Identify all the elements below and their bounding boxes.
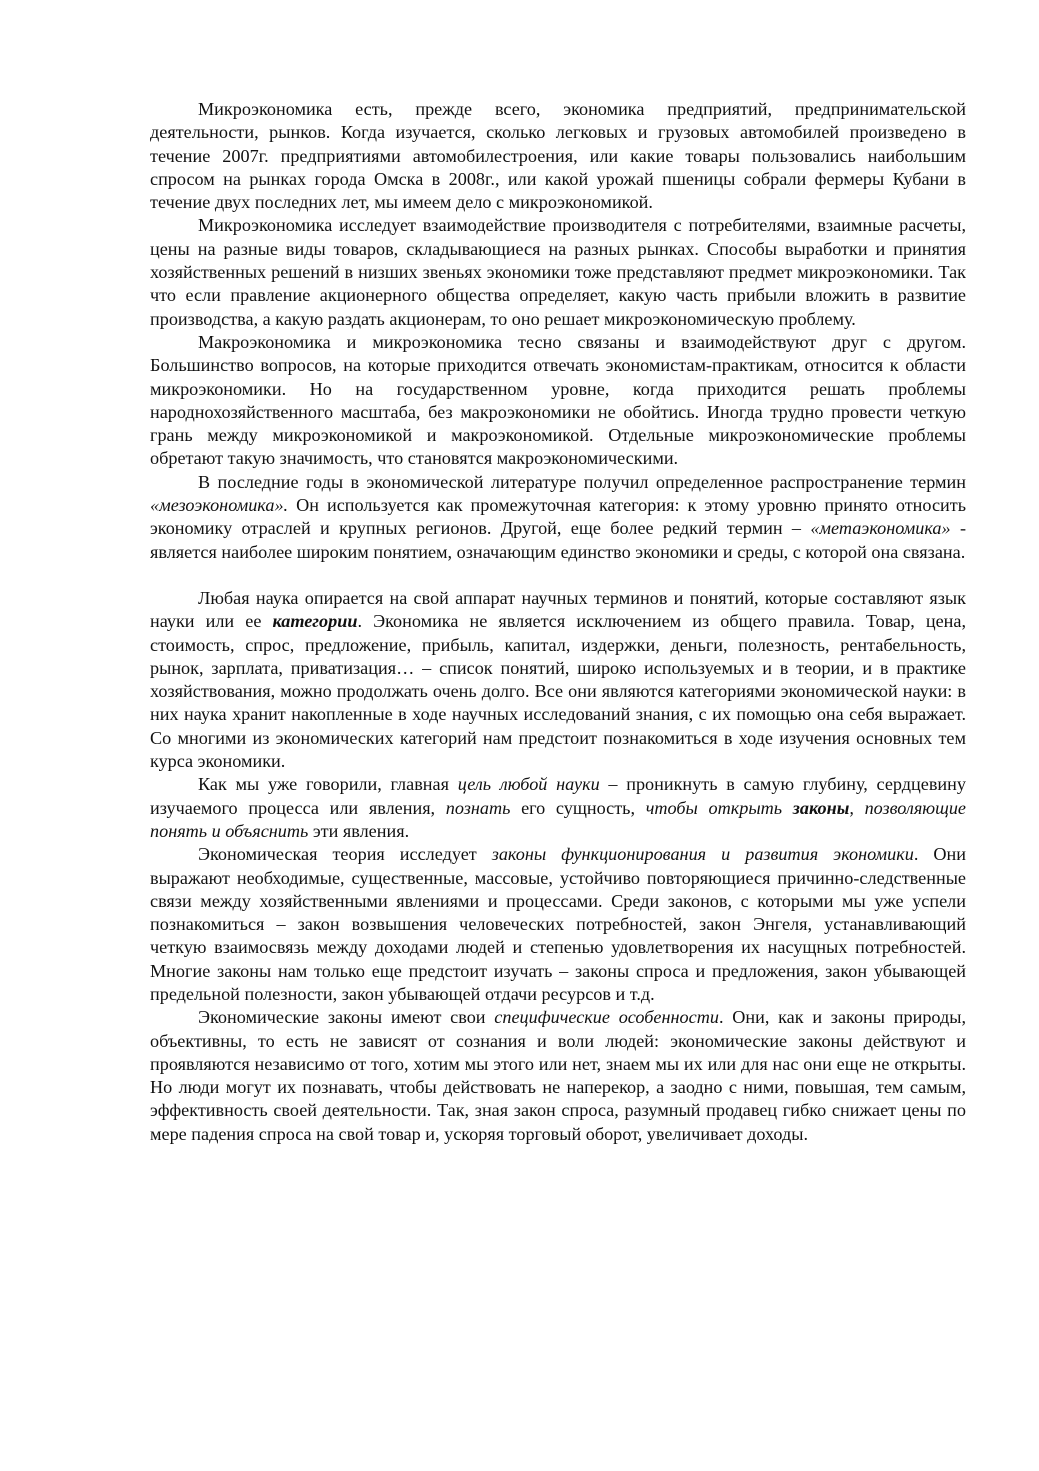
term-specific-features: специфические особенности (494, 1007, 719, 1028)
text-run: - является наиболее широким понятием, означающим единство экономики и среды, с которой она связана. (150, 518, 966, 562)
paragraph-microeconomics-definition: Микроэкономика есть, прежде всего, экономика предприятий, предпринимательской деятельности, рынков. Когда изучается, сколько легковых и грузовых автомобилей произведено в течение 2007г. предприятиями автомобилестроения, или какие товары пользовались наибольшим спросом на рынках города Омска в 2008г., или какой урожай пшеницы собрали фермеры Кубани в течение двух последних лет, мы имеем дело с микроэкономикой. (150, 99, 966, 213)
text-run: Любая наука опирается на свой аппарат научных терминов и понятий, которые составляют язык науки или ее (150, 587, 966, 632)
term-metaeconomics: «метаэкономика» (810, 518, 951, 539)
text-run: Экономические законы имеют свои (198, 1007, 495, 1028)
paragraph-categories (150, 587, 966, 773)
paragraph-law-features (150, 1006, 966, 1146)
paragraph-microeconomics-scope: Микроэкономика исследует взаимодействие производителя с потребителями, взаимные расчеты, цены на разные виды товаров, складывающиеся на разных рынках. Способы выработки и принятия хозяйственных решений в низших звеньях экономики тоже представляют предмет микроэкономики. Так что если правление акционерного общества определяет, какую часть прибыли вложить в развитие производства, а какую раздать акционерам, то оно решает микроэкономическую проблему. (150, 215, 966, 329)
term-understand-explain: , позволяющие понять и объяснить (150, 797, 967, 841)
text-run: Как мы уже говорили, главная (198, 774, 458, 795)
text-run: . Они, как и законы природы, объективны, то есть не зависят от сознания и воли людей: экономические законы действуют и проявляются независимо от того, хотим мы этого или нет, знаем мы их или для нас они еще не открыты. Но люди могут их познавать, чтобы действовать не наперекор, а заодно с ними, повышая, тем самым, эффективность своей деятельности. Так, зная закон спроса, разумный продавец гибко снижает цены по мере падения спроса на свой товар и, ускоряя торговый оборот, увеличивает доходы. (150, 1007, 966, 1144)
text-run: . Экономика не является исключением из общего правила. Товар, цена, стоимость, спрос, предложение, прибыль, капитал, издержки, деньги, полезность, рентабельность, рынок, зарплата, приватизация… – список понятий, широко используемых и в теории, и в практике хозяйствования, можно продолжать очень долго. Все они являются категориями экономической науки: в них наука хранит накопленные в ходе научных исследований знания, с их помощью она себя выражает. Со многими из экономических категорий нам предстоит познакомиться в ходе изучения основных тем курса экономики. (150, 611, 966, 772)
text-run: его сущность, (510, 797, 646, 818)
text-run: Экономическая теория исследует (198, 844, 492, 865)
paragraph-science-goal (150, 773, 966, 843)
text-run: . Они выражают необходимые, существенные, массовые, устойчиво повторяющиеся причинно-следственные связи между хозяйственными явлениями и процессами. Среди законов, с которыми мы уже успели познакомиться – закон возвышения человеческих потребностей, закон Энгеля, устанавливающий четкую взаимосвязь между доходами людей и степенью удовлетворения их насущных потребностей. Многие законы нам только еще предстоит изучать – законы спроса и предложения, закон убывающей предельной полезности, закон убывающей отдачи ресурсов и т.д. (150, 844, 966, 1004)
text-run: В последние годы в экономической литературе получил определенное распространение термин (198, 471, 966, 492)
paragraph-spacer (150, 564, 966, 587)
term-mesoeconomics: «мезоэкономика». (150, 495, 289, 516)
term-science-goal: цель любой науки (457, 774, 600, 795)
paragraph-macro-micro-relation: Макроэкономика и микроэкономика тесно связаны и взаимодействуют друг с другом. Большинство вопросов, на которые приходится отвечать экономистам-практикам, относится к области микроэкономики. Но на государственном уровне, когда приходится решать проблемы народнохозяйственного масштаба, без макроэкономики не обойтись. Иногда трудно провести четкую грань между микроэкономикой и макроэкономикой. Отдельные микроэкономические проблемы обретают такую значимость, что становятся макроэкономическими. (150, 331, 966, 469)
term-to-discover: чтобы открыть (645, 797, 783, 818)
paragraph-economic-laws (150, 843, 966, 1006)
document-page (150, 98, 966, 1146)
text-run: – проникнуть в самую глубину, сердцевину изучаемого процесса или явления, (150, 774, 966, 818)
term-laws: законы (792, 797, 850, 818)
text-run: Он используется как промежуточная категория: к этому уровню принято относить экономику отраслей и крупных регионов. Другой, еще более редкий термин – (150, 495, 966, 539)
text-run: эти явления. (308, 820, 410, 841)
term-functioning-laws: законы функционирования и развития экономики (491, 844, 914, 865)
text-run (782, 798, 793, 818)
paragraph-mesoeconomics (150, 471, 966, 564)
term-categories: категории (272, 611, 358, 632)
term-cognize: познать (445, 797, 511, 818)
